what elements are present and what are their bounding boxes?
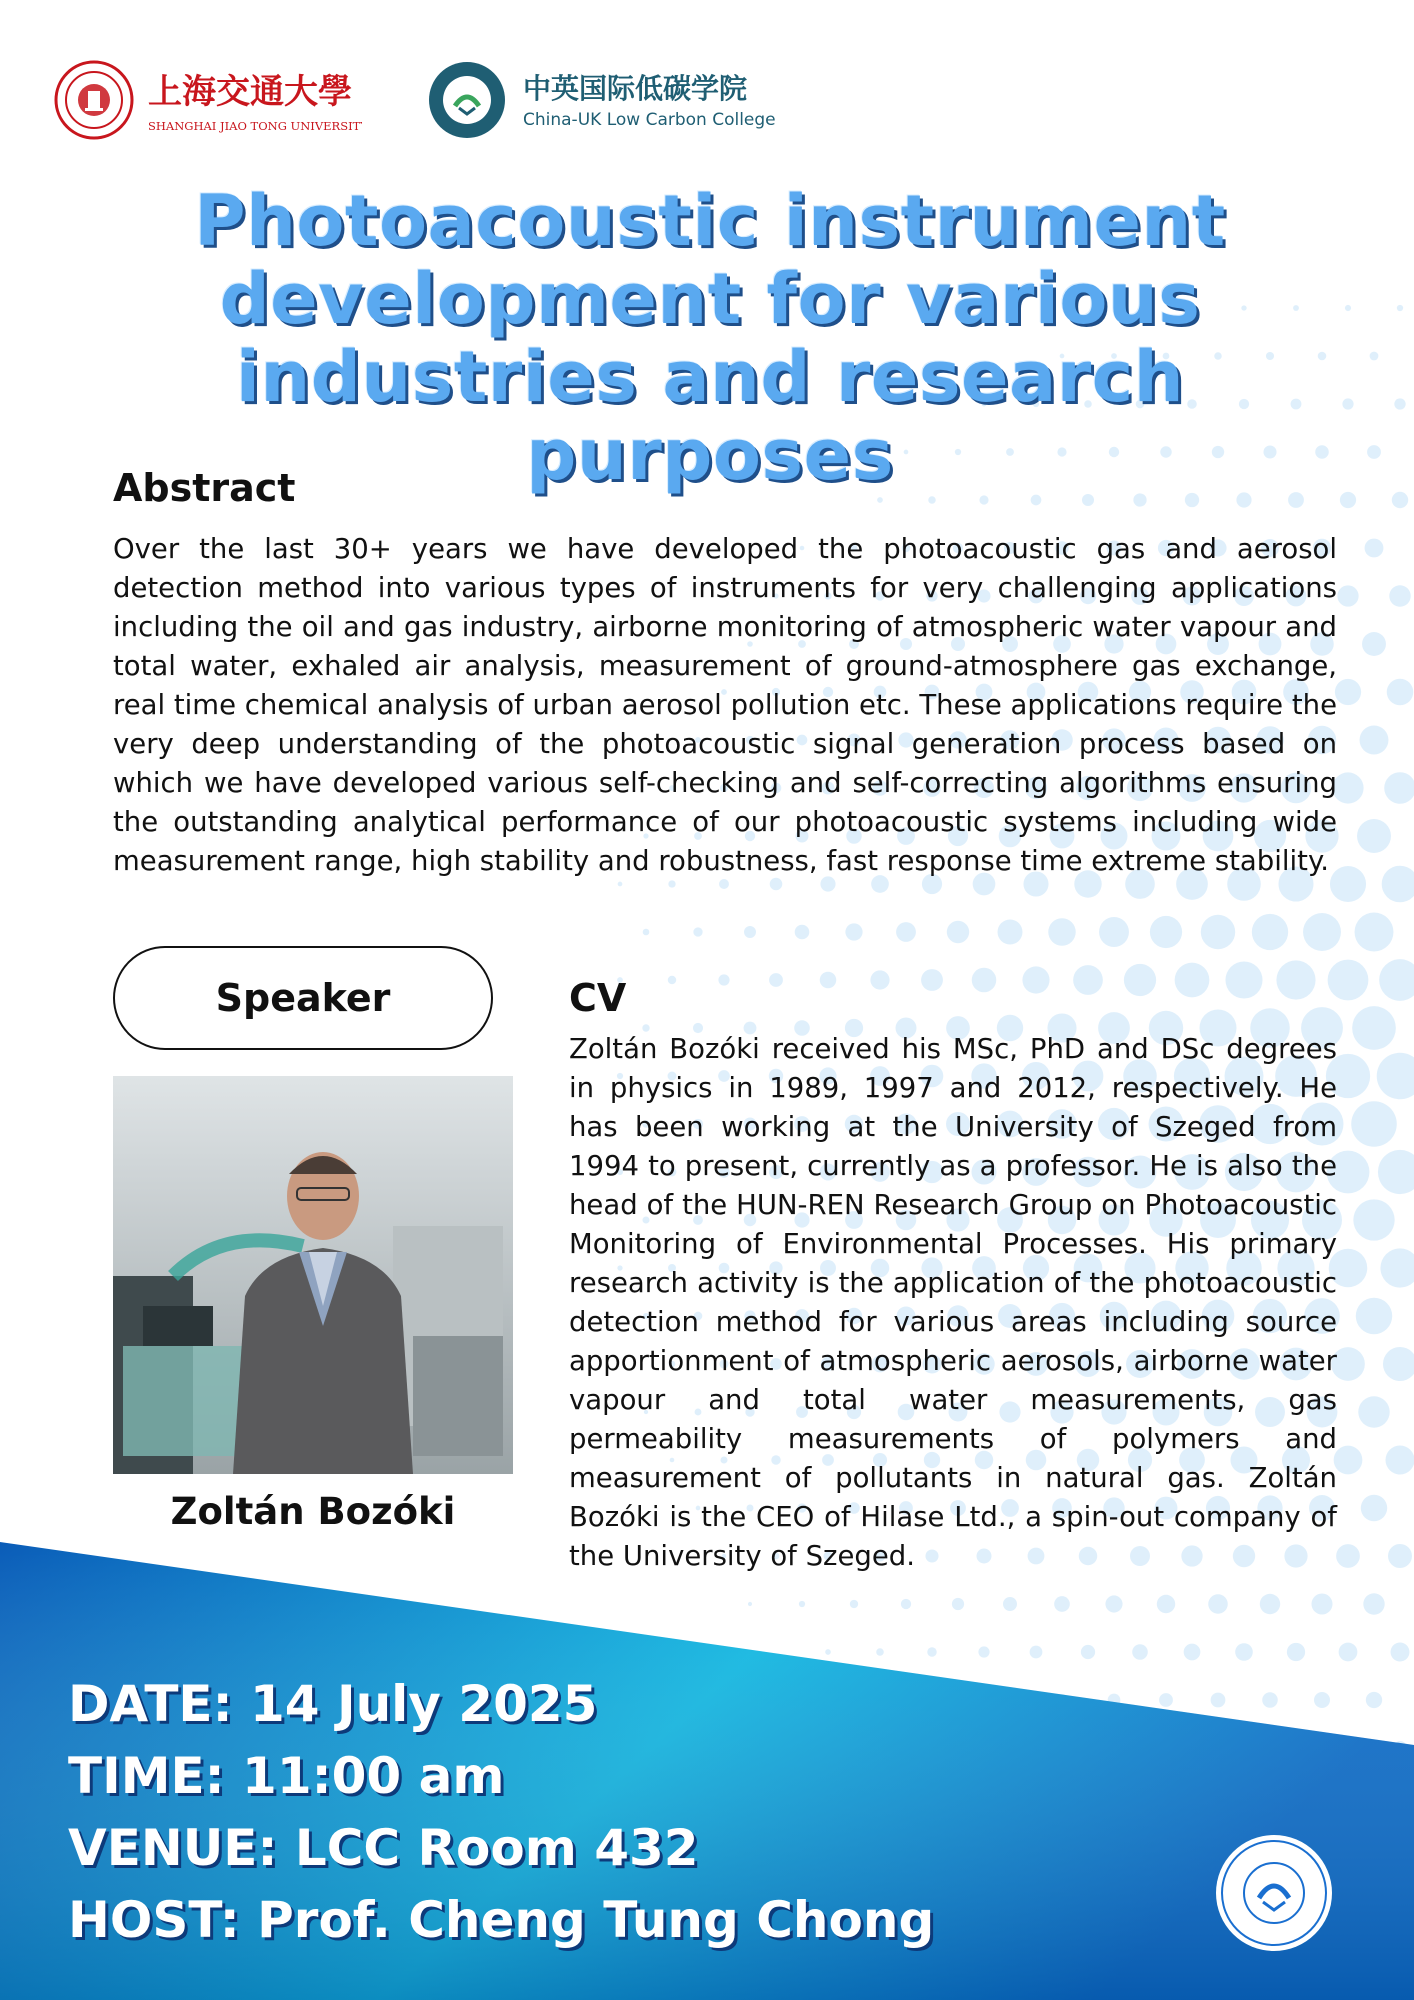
sjtu-logo <box>52 58 362 142</box>
abstract-heading: Abstract <box>113 466 296 510</box>
lcc-logo <box>425 58 805 142</box>
speaker-photo <box>113 1076 513 1474</box>
lcc-emblem-icon <box>429 62 505 138</box>
title-line-2: development for various <box>219 258 1201 340</box>
lcc-seal-logo <box>1213 1832 1335 1954</box>
lcc-name-cn: 中英国际低碳学院 <box>523 72 748 105</box>
lcc-name-en: China-UK Low Carbon College <box>523 110 776 130</box>
abstract-text: Over the last 30+ years we have developed the photoacoustic gas and aerosol detection method into various types of instruments for very challenging applications including the oil and gas industry, airborne monitoring of atmospheric water vapour and total water, exhaled air analysis, measurement of ground-atmosphere gas exchange, real time chemical analysis of urban aerosol pollution etc. These applications require the very deep understanding of the photoacoustic signal generation process based on which we have developed various self-checking and self-correcting algorithms ensuring the outstanding analytical performance of our photoacoustic systems including wide measurement range, high stability and robustness, fast response time extreme stability. <box>113 533 1337 877</box>
event-time: TIME: 11:00 am <box>68 1747 505 1805</box>
speaker-name: Zoltán Bozóki <box>170 1490 456 1533</box>
speaker-label-pill <box>113 946 493 1050</box>
sjtu-name-en: SHANGHAI JIAO TONG UNIVERSITY <box>148 119 362 133</box>
sjtu-emblem-icon <box>56 62 132 138</box>
event-venue: VENUE: LCC Room 432 <box>68 1819 699 1877</box>
title-line-1: Photoacoustic instrument <box>194 180 1226 262</box>
poster-title <box>60 182 1360 494</box>
cv-heading: CV <box>569 976 627 1020</box>
title-line-3: industries and research purposes <box>235 336 1185 496</box>
event-host: HOST: Prof. Cheng Tung Chong <box>68 1891 935 1949</box>
sjtu-name-cn: 上海交通大學 <box>148 72 352 112</box>
event-date: DATE: 14 July 2025 <box>68 1675 598 1733</box>
cv-text: Zoltán Bozóki received his MSc, PhD and DSc degrees in physics in 1989, 1997 and 2012, respectively. He has been working at the University of Szeged from 1994 to present, currently as a professor. He is also the head of the HUN-REN Research Group on Photoacoustic Monitoring of Environmental Processes. His primary research activity is the application of the photoacoustic detection method for various areas including source apportionment of atmospheric aerosols, airborne water vapour and total water measurements, gas permeability measurements of polymers and measurement of pollutants in natural gas. Zoltán Bozóki is the CEO of Hilase Ltd., a spin-out company of the University of Szeged. <box>569 1033 1337 1572</box>
event-info <box>68 1668 934 1956</box>
speaker-label: Speaker <box>215 976 391 1020</box>
